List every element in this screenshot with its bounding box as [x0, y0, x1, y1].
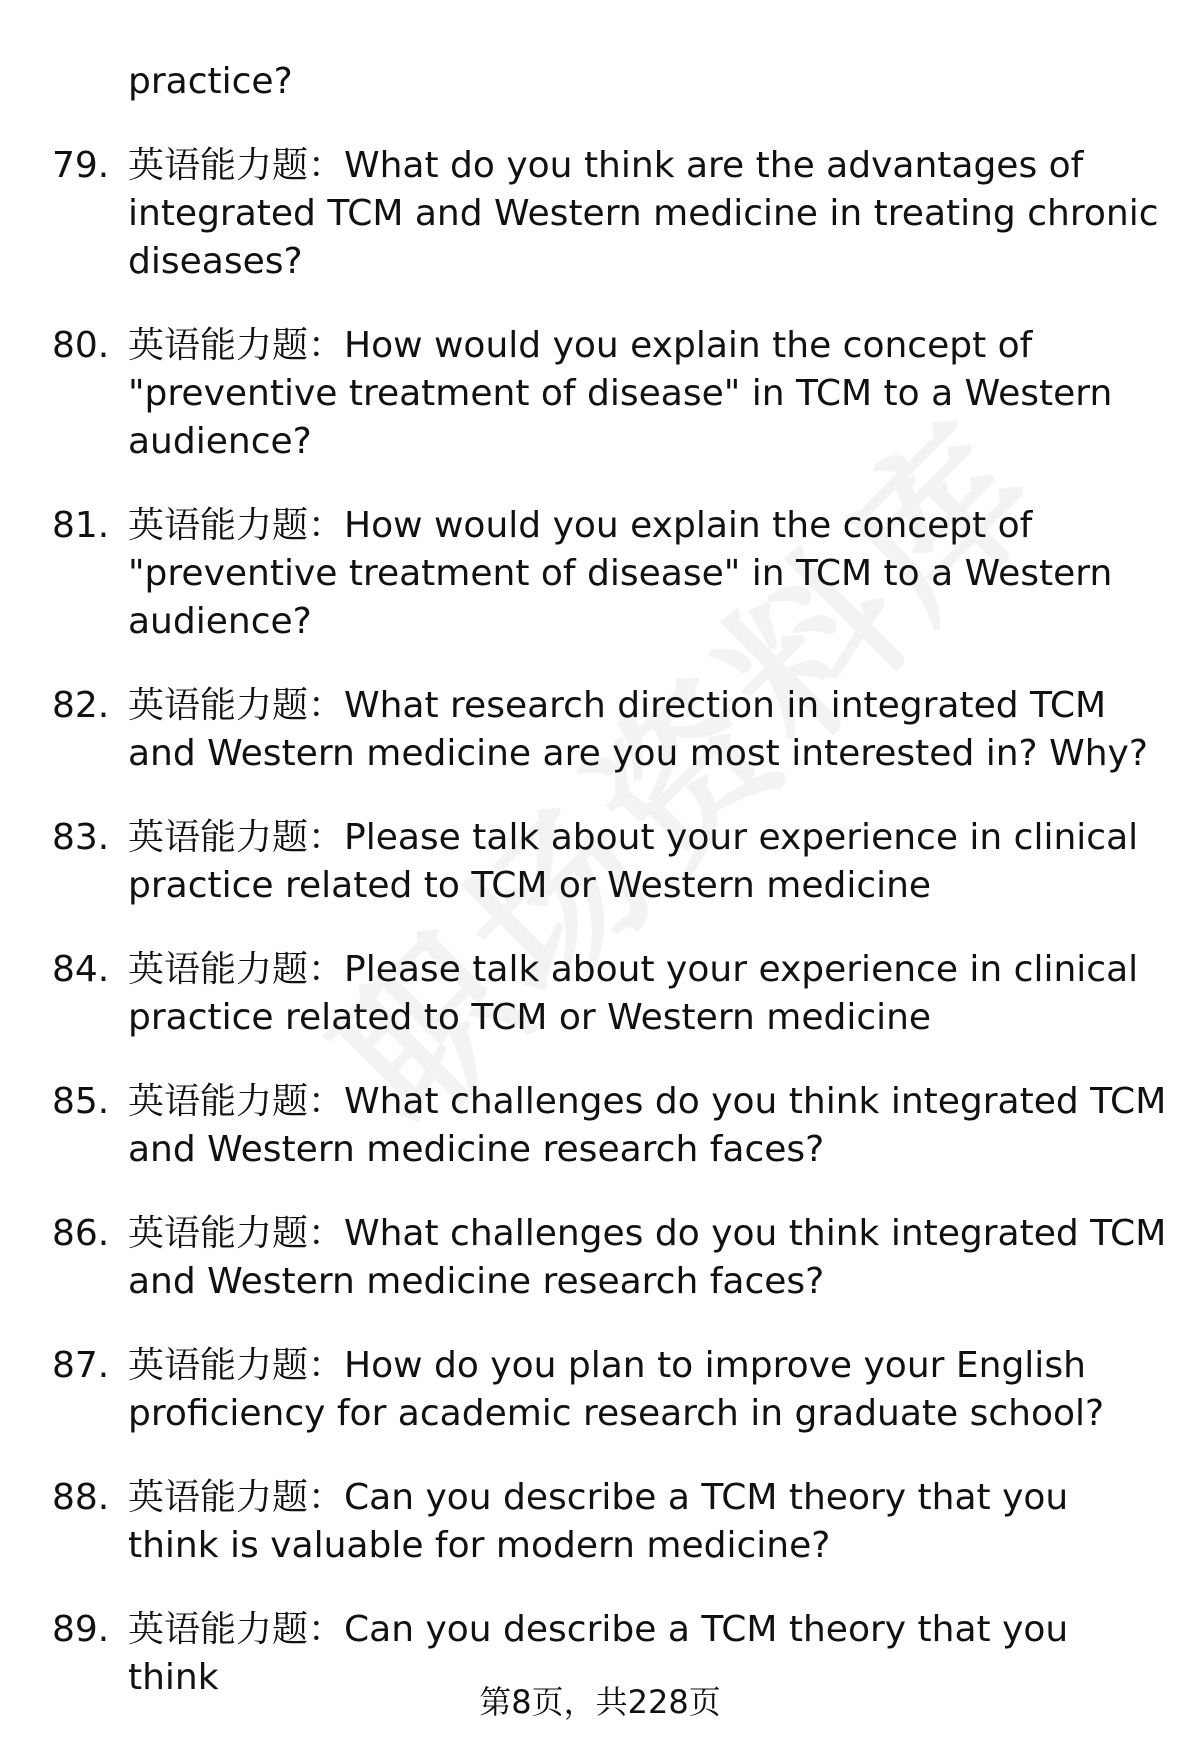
question-item	[0, 502, 1200, 646]
question-number: 86.	[52, 1213, 110, 1254]
question-item	[0, 1342, 1200, 1438]
question-text: 英语能力题：What research direction in integrated TCM and Western medicine are you most interested in? Why?	[128, 685, 1148, 774]
question-text: 英语能力题：Please talk about your experience in clinical practice related to TCM or Western medicine	[128, 949, 1139, 1038]
question-number: 83.	[52, 817, 110, 858]
question-item	[0, 1474, 1200, 1570]
question-item	[0, 322, 1200, 466]
question-text: 英语能力题：What challenges do you think integrated TCM and Western medicine research faces?	[128, 1213, 1167, 1302]
question-text: 英语能力题：How would you explain the concept of "preventive treatment of disease" in TCM to a Western audience?	[128, 505, 1113, 642]
question-number: 80.	[52, 325, 110, 366]
question-text: 英语能力题：Can you describe a TCM theory that you think is valuable for modern medicine?	[128, 1477, 1069, 1566]
question-number: 88.	[52, 1477, 110, 1518]
question-number: 89.	[52, 1609, 110, 1650]
question-item	[0, 682, 1200, 778]
question-number: 82.	[52, 685, 110, 726]
continued-question-text: practice?	[128, 61, 293, 102]
question-text: 英语能力题：What challenges do you think integrated TCM and Western medicine research faces?	[128, 1081, 1167, 1170]
question-number: 81.	[52, 505, 110, 546]
question-item	[0, 142, 1200, 286]
question-item	[0, 1078, 1200, 1174]
question-number: 87.	[52, 1345, 110, 1386]
question-number: 84.	[52, 949, 110, 990]
question-number: 85.	[52, 1081, 110, 1122]
question-text: 英语能力题：How would you explain the concept of "preventive treatment of disease" in TCM to a Western audience?	[128, 325, 1113, 462]
question-item	[0, 1210, 1200, 1306]
question-item	[0, 814, 1200, 910]
question-item	[0, 946, 1200, 1042]
page-footer: 第8页，共228页	[479, 1683, 721, 1721]
question-text: 英语能力题：How do you plan to improve your English proficiency for academic research in graduate school?	[128, 1345, 1105, 1434]
question-text: 英语能力题：What do you think are the advantages of integrated TCM and Western medicine in treating chronic diseases?	[128, 145, 1159, 282]
question-list	[0, 58, 1200, 1702]
question-text: 英语能力题：Can you describe a TCM theory that you think	[128, 1609, 1069, 1698]
question-number: 79.	[52, 145, 110, 186]
question-text: 英语能力题：Please talk about your experience in clinical practice related to TCM or Western medicine	[128, 817, 1139, 906]
